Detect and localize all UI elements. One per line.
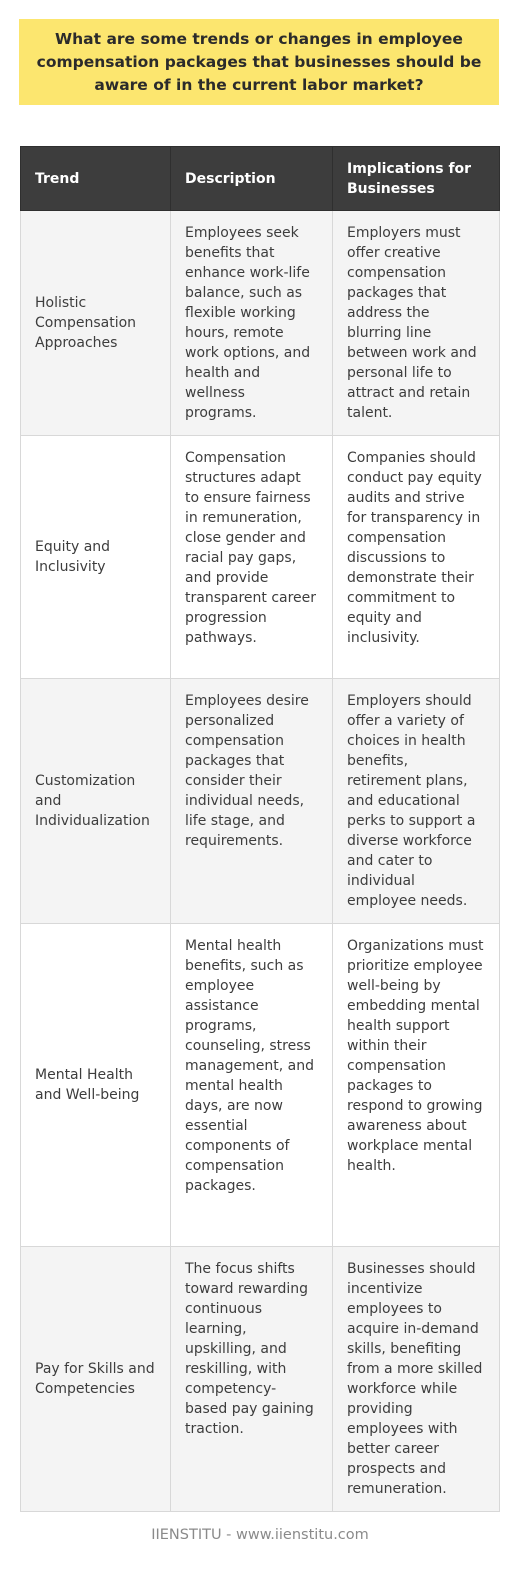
- implications-cell: Employers must offer creative compensation packages that address the blurring line between work and personal life to attract and retain talent.: [333, 211, 500, 436]
- table-row: [21, 1247, 500, 1512]
- table-row: [21, 211, 500, 436]
- description-cell: Mental health benefits, such as employee assistance programs, counseling, stress management, and mental health days, are now essential components of compensation packages.: [171, 924, 333, 1247]
- table-row: [21, 679, 500, 924]
- header-description: Description: [171, 147, 333, 211]
- implications-cell: Companies should conduct pay equity audits and strive for transparency in compensation discussions to demonstrate their commitment to equity and inclusivity.: [333, 436, 500, 679]
- trends-table: [20, 146, 500, 1512]
- trend-cell: Mental Health and Well-being: [21, 924, 171, 1247]
- footer-credit: IIENSTITU - www.iienstitu.com: [151, 1527, 369, 1543]
- table-row: [21, 924, 500, 1247]
- description-cell: Employees seek benefits that enhance work-life balance, such as flexible working hours, remote work options, and health and wellness programs.: [171, 211, 333, 436]
- page-title: What are some trends or changes in employee compensation packages that businesses should be aware of in the current labor market?: [36, 29, 482, 94]
- implications-cell: Businesses should incentivize employees to acquire in-demand skills, benefiting from a more skilled workforce while providing employees with better career prospects and remuneration.: [333, 1247, 500, 1512]
- description-cell: Compensation structures adapt to ensure fairness in remuneration, close gender and racial pay gaps, and provide transparent career progression pathways.: [171, 436, 333, 679]
- implications-cell: Employers should offer a variety of choices in health benefits, retirement plans, and educational perks to support a diverse workforce and cater to individual employee needs.: [333, 679, 500, 924]
- table-header-row: [21, 147, 500, 211]
- table-row: [21, 436, 500, 679]
- title-banner: [19, 19, 499, 105]
- trend-cell: Holistic Compensation Approaches: [21, 211, 171, 436]
- header-implications: Implications for Businesses: [333, 147, 500, 211]
- trend-cell: Pay for Skills and Competencies: [21, 1247, 171, 1512]
- trend-cell: Customization and Individualization: [21, 679, 171, 924]
- trend-cell: Equity and Inclusivity: [21, 436, 171, 679]
- description-cell: Employees desire personalized compensation packages that consider their individual needs, life stage, and requirements.: [171, 679, 333, 924]
- description-cell: The focus shifts toward rewarding continuous learning, upskilling, and reskilling, with competency-based pay gaining traction.: [171, 1247, 333, 1512]
- header-trend: Trend: [21, 147, 171, 211]
- implications-cell: Organizations must prioritize employee well-being by embedding mental health support within their compensation packages to respond to growing awareness about workplace mental health.: [333, 924, 500, 1247]
